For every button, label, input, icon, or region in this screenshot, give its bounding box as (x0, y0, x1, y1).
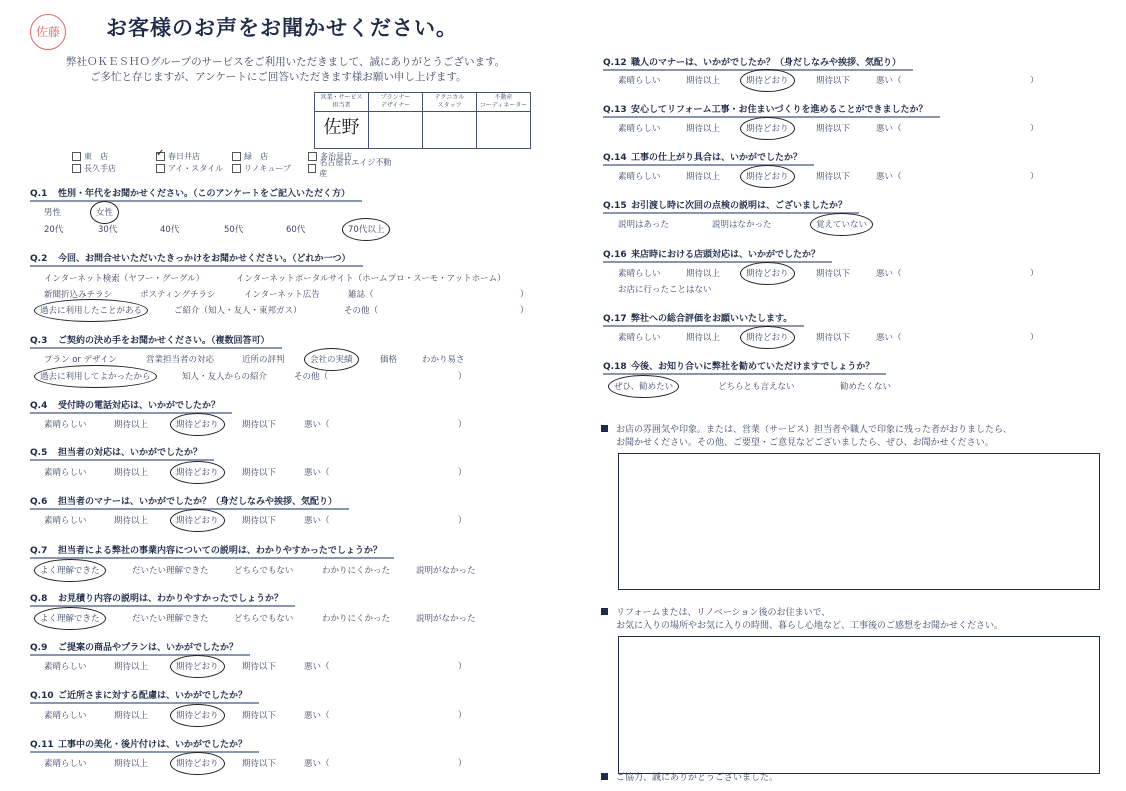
question-q8: Q.8 お見積り内容の説明は、わかりやすかったでしょうか？ (30, 591, 283, 604)
store-option[interactable]: アイ・スタイル (156, 163, 232, 174)
option-clarity[interactable]: わかり易さ (422, 355, 465, 365)
option-excellent[interactable]: 素晴らしい (618, 76, 661, 86)
checkbox[interactable] (308, 152, 317, 161)
option-above-expectation[interactable]: 期待以上 (114, 759, 149, 769)
option-no-explanation[interactable]: 説明がなかった (416, 566, 476, 576)
option-not-recommend[interactable]: 勧めたくない (840, 382, 892, 392)
option-mostly-understood[interactable]: だいたい理解できた (132, 566, 209, 576)
bullet-square-icon (601, 773, 608, 780)
option-no-explanation[interactable]: 説明がなかった (416, 614, 476, 624)
option-excellent[interactable]: 素晴らしい (44, 420, 87, 430)
option-mostly-understood[interactable]: だいたい理解できた (132, 614, 209, 624)
option-below-expectation[interactable]: 期待以下 (816, 76, 851, 86)
option-below-expectation[interactable]: 期待以下 (242, 759, 277, 769)
option-excellent[interactable]: 素晴らしい (44, 759, 87, 769)
option-as-expected-selected[interactable]: 期待どおり (746, 172, 789, 182)
staff-cell-technical[interactable] (423, 112, 477, 149)
staff-cell-sales[interactable] (315, 112, 369, 149)
option-bad[interactable]: 悪い（ (304, 468, 330, 478)
company-seal-logo: 佐藤 (30, 14, 66, 50)
option-bad[interactable]: 悪い（ (304, 711, 330, 721)
option-bad[interactable]: 悪い（ (304, 516, 330, 526)
question-q15: Q.15 お引渡し時に次回の点検の説明は、ございましたか？ (603, 198, 847, 211)
option-as-expected-selected[interactable]: 期待どおり (746, 333, 789, 343)
closing-message: ご協力、誠にありがとうございました。 (601, 772, 778, 785)
option-as-expected-selected[interactable]: 期待どおり (176, 711, 219, 721)
option-as-expected-selected[interactable]: 期待どおり (176, 759, 219, 769)
question-q10: Q.10 ご近所さまに対する配慮は、いかがでしたか？ (30, 688, 247, 701)
checkbox[interactable] (72, 152, 81, 161)
option-excellent[interactable]: 素晴らしい (618, 333, 661, 343)
option-above-expectation[interactable]: 期待以上 (686, 333, 721, 343)
option-bad[interactable]: 悪い（ (876, 269, 902, 279)
option-excellent[interactable]: 素晴らしい (618, 124, 661, 134)
question-q16: Q.16 来店時における店頭対応は、いかがでしたか？ (603, 247, 820, 260)
option-below-expectation[interactable]: 期待以下 (242, 711, 277, 721)
question-q9: Q.9 ご提案の商品やプランは、いかがでしたか？ (30, 640, 238, 653)
option-neutral[interactable]: どちらとも言えない (718, 382, 795, 392)
option-age[interactable]: 30代 (98, 225, 118, 235)
question-q2: Q.2 今回、お問合せいただいたきっかけをお聞かせください。（どれか一つ） (30, 251, 351, 264)
question-q6: Q.6 担当者のマナーは、いかがでしたか？（身だしなみや挨拶、気配り） (30, 494, 337, 507)
option-magazine[interactable]: 雑誌（ (348, 290, 374, 300)
option-above-expectation[interactable]: 期待以上 (114, 516, 149, 526)
store-option[interactable]: 名古屋Ｒエイジ不動産 (308, 157, 392, 179)
option-other[interactable]: その他（ (294, 372, 329, 382)
option-excellent[interactable]: 素晴らしい (618, 269, 661, 279)
option-above-expectation[interactable]: 期待以上 (686, 124, 721, 134)
option-as-expected-selected[interactable]: 期待どおり (176, 468, 219, 478)
option-excellent[interactable]: 素晴らしい (44, 662, 87, 672)
option-below-expectation[interactable]: 期待以下 (816, 269, 851, 279)
checkbox[interactable] (72, 164, 81, 173)
question-q18: Q.18 今後、お知り合いに弊社を勧めていただけますでしょうか？ (603, 359, 874, 372)
bullet-square-icon (601, 425, 608, 432)
option-neutral[interactable]: どちらでもない (234, 614, 294, 624)
option-above-expectation[interactable]: 期待以上 (114, 662, 149, 672)
question-q5: Q.5 担当者の対応は、いかがでしたか？ (30, 445, 202, 458)
option-referral[interactable]: ご紹介（知人・友人・東邦ガス） (174, 306, 302, 316)
option-neutral[interactable]: どちらでもない (234, 566, 294, 576)
question-q13: Q.13 安心してリフォーム工事・お住まいづくりを進めることができましたか？ (603, 102, 928, 115)
option-bad[interactable]: 悪い（ (876, 124, 902, 134)
option-hard-to-understand[interactable]: わかりにくかった (322, 566, 391, 576)
free-comment-1-box[interactable] (618, 453, 1100, 590)
option-as-expected-selected[interactable]: 期待どおり (176, 662, 219, 672)
option-above-expectation[interactable]: 期待以上 (686, 269, 721, 279)
option-explained[interactable]: 説明はあった (618, 220, 669, 230)
question-q14: Q.14 工事の仕上がり具合は、いかがでしたか？ (603, 150, 802, 163)
option-neighborhood-reputation[interactable]: 近所の評判 (242, 355, 285, 365)
handwritten-staff-name: 佐野 (323, 117, 360, 138)
option-age-selected[interactable]: 70代以上 (348, 225, 385, 235)
option-age[interactable]: 60代 (286, 225, 306, 235)
intro-line-2: ご多忙と存じますが、アンケートにご回答いただきます様お願い申し上げます。 (90, 71, 467, 83)
store-option[interactable]: ✓ 春日井店 (156, 151, 232, 162)
option-as-expected-selected[interactable]: 期待どおり (176, 516, 219, 526)
option-above-expectation[interactable]: 期待以上 (114, 468, 149, 478)
staff-header-realestate: 不動産 コーディネーター (477, 93, 531, 112)
option-bad[interactable]: 悪い（ (304, 759, 330, 769)
store-option[interactable]: 緑 店 (232, 151, 308, 162)
option-understood-well-selected[interactable]: よく理解できた (40, 566, 100, 576)
staff-table (314, 92, 531, 149)
question-q17: Q.17 弊社への総合評価をお願いいたします。 (603, 311, 792, 324)
store-option[interactable]: 東 店 (72, 151, 156, 162)
option-as-expected-selected[interactable]: 期待どおり (746, 76, 789, 86)
bullet-square-icon (601, 608, 608, 615)
option-age[interactable]: 20代 (44, 225, 64, 235)
option-company-record-selected[interactable]: 会社の実績 (310, 355, 353, 365)
checkbox-checked[interactable] (156, 152, 165, 161)
option-as-expected-selected[interactable]: 期待どおり (746, 124, 789, 134)
question-q11: Q.11 工事中の美化・後片付けは、いかがでしたか？ (30, 737, 247, 750)
option-below-expectation[interactable]: 期待以下 (242, 516, 277, 526)
option-bad[interactable]: 悪い（ (304, 420, 330, 430)
checkbox[interactable] (308, 164, 316, 173)
option-price[interactable]: 価格 (380, 355, 398, 365)
option-other[interactable]: その他（ (344, 306, 379, 316)
question-q4: Q.4 受付時の電話対応は、いかがでしたか？ (30, 398, 220, 411)
option-plan-design[interactable]: プラン or デザイン (44, 355, 118, 365)
option-internet-search[interactable]: インターネット検索（ヤフー・グーグル） (44, 274, 205, 284)
store-checklist (72, 150, 392, 178)
option-as-expected-selected[interactable]: 期待どおり (176, 420, 219, 430)
option-below-expectation[interactable]: 期待以下 (242, 662, 277, 672)
option-excellent[interactable]: 素晴らしい (44, 516, 87, 526)
option-above-expectation[interactable]: 期待以上 (686, 76, 721, 86)
staff-header-planner: プランナー デザイナー (369, 93, 423, 112)
option-above-expectation[interactable]: 期待以上 (114, 711, 149, 721)
option-sales-response[interactable]: 営業担当者の対応 (146, 355, 215, 365)
staff-cell-realestate[interactable] (477, 112, 531, 149)
free-comment-2-prompt: リフォームまたは、リノベーション後のお住まいで、 お気に入りの場所やお気に入りの時間、暮らし心地など、工事後のご感想をお聞かせください。 (601, 607, 1003, 633)
question-q7: Q.7 担当者による弊社の事業内容についての説明は、わかりやすかったでしょうか？ (30, 543, 382, 556)
option-below-expectation[interactable]: 期待以下 (242, 420, 277, 430)
option-bad[interactable]: 悪い（ (876, 333, 902, 343)
option-dont-remember-selected[interactable]: 覚えていない (816, 220, 868, 230)
option-internet-ad[interactable]: インターネット広告 (244, 290, 320, 300)
option-below-expectation[interactable]: 期待以下 (816, 124, 851, 134)
free-comment-2-box[interactable] (618, 636, 1100, 774)
option-age[interactable]: 40代 (160, 225, 180, 235)
checkbox[interactable] (232, 152, 241, 161)
option-hard-to-understand[interactable]: わかりにくかった (322, 614, 391, 624)
option-friend-referral[interactable]: 知人・友人からの紹介 (182, 372, 268, 382)
option-excellent[interactable]: 素晴らしい (44, 711, 87, 721)
option-excellent[interactable]: 素晴らしい (618, 172, 661, 182)
option-posting-flyer[interactable]: ポスティングチラシ (140, 290, 216, 300)
option-past-good-selected[interactable]: 過去に利用してよかったから (40, 372, 151, 382)
page-title: お客様のお声をお聞かせください。 (106, 16, 458, 40)
free-comment-1-prompt: お店の雰囲気や印象。または、営業（サービス）担当者や職人で印象に残った者がおりましたら、 お聞かせください。その他、ご要望・ご意見などございましたら、ぜひ、お聞かせください。 (601, 424, 1012, 450)
checkbox[interactable] (232, 164, 241, 173)
option-female-selected[interactable]: 女性 (96, 208, 114, 218)
option-newspaper-flyer[interactable]: 新聞折込みチラシ (44, 290, 113, 300)
option-bad[interactable]: 悪い（ (876, 172, 902, 182)
option-not-explained[interactable]: 説明はなかった (712, 220, 772, 230)
option-male[interactable]: 男性 (44, 208, 62, 218)
staff-header-sales: 営業・サービス 担当者 (315, 93, 369, 112)
staff-cell-planner[interactable] (369, 112, 423, 149)
option-below-expectation[interactable]: 期待以下 (816, 172, 851, 182)
option-bad[interactable]: 悪い（ (304, 662, 330, 672)
option-below-expectation[interactable]: 期待以下 (816, 333, 851, 343)
store-option[interactable]: 多治見店 (308, 151, 392, 162)
option-as-expected-selected[interactable]: 期待どおり (746, 269, 789, 279)
option-bad[interactable]: 悪い（ (876, 76, 902, 86)
question-q3: Q.3 ご契約の決め手をお聞かせください。（複数回答可） (30, 333, 270, 346)
option-age[interactable]: 50代 (224, 225, 244, 235)
option-portal-site[interactable]: インターネットポータルサイト（ホームプロ・スーモ・アットホーム） (236, 274, 506, 284)
store-option[interactable]: 長久手店 (72, 163, 156, 174)
question-q1: Q.1 性別・年代をお聞かせください。（このアンケートをご記入いただく方） (30, 186, 350, 199)
question-q12: Q.12 職人のマナーは、いかがでしたか？（身だしなみや挨拶、気配り） (603, 55, 901, 68)
option-excellent[interactable]: 素晴らしい (44, 468, 87, 478)
option-understood-well-selected[interactable]: よく理解できた (40, 614, 100, 624)
option-above-expectation[interactable]: 期待以上 (686, 172, 721, 182)
staff-header-technical: テクニカル スタッフ (423, 93, 477, 112)
option-below-expectation[interactable]: 期待以下 (242, 468, 277, 478)
option-past-use-selected[interactable]: 過去に利用したことがある (40, 306, 143, 316)
checkbox[interactable] (156, 164, 165, 173)
option-definitely-recommend-selected[interactable]: ぜひ、勧めたい (614, 382, 674, 392)
store-option[interactable]: リノキューブ (232, 163, 308, 174)
option-never-visited[interactable]: お店に行ったことはない (618, 285, 712, 295)
option-above-expectation[interactable]: 期待以上 (114, 420, 149, 430)
intro-line-1: 弊社ＯＫＥＳＨＯグループのサービスをご利用いただきまして、誠にありがとうございます。 (66, 56, 506, 68)
